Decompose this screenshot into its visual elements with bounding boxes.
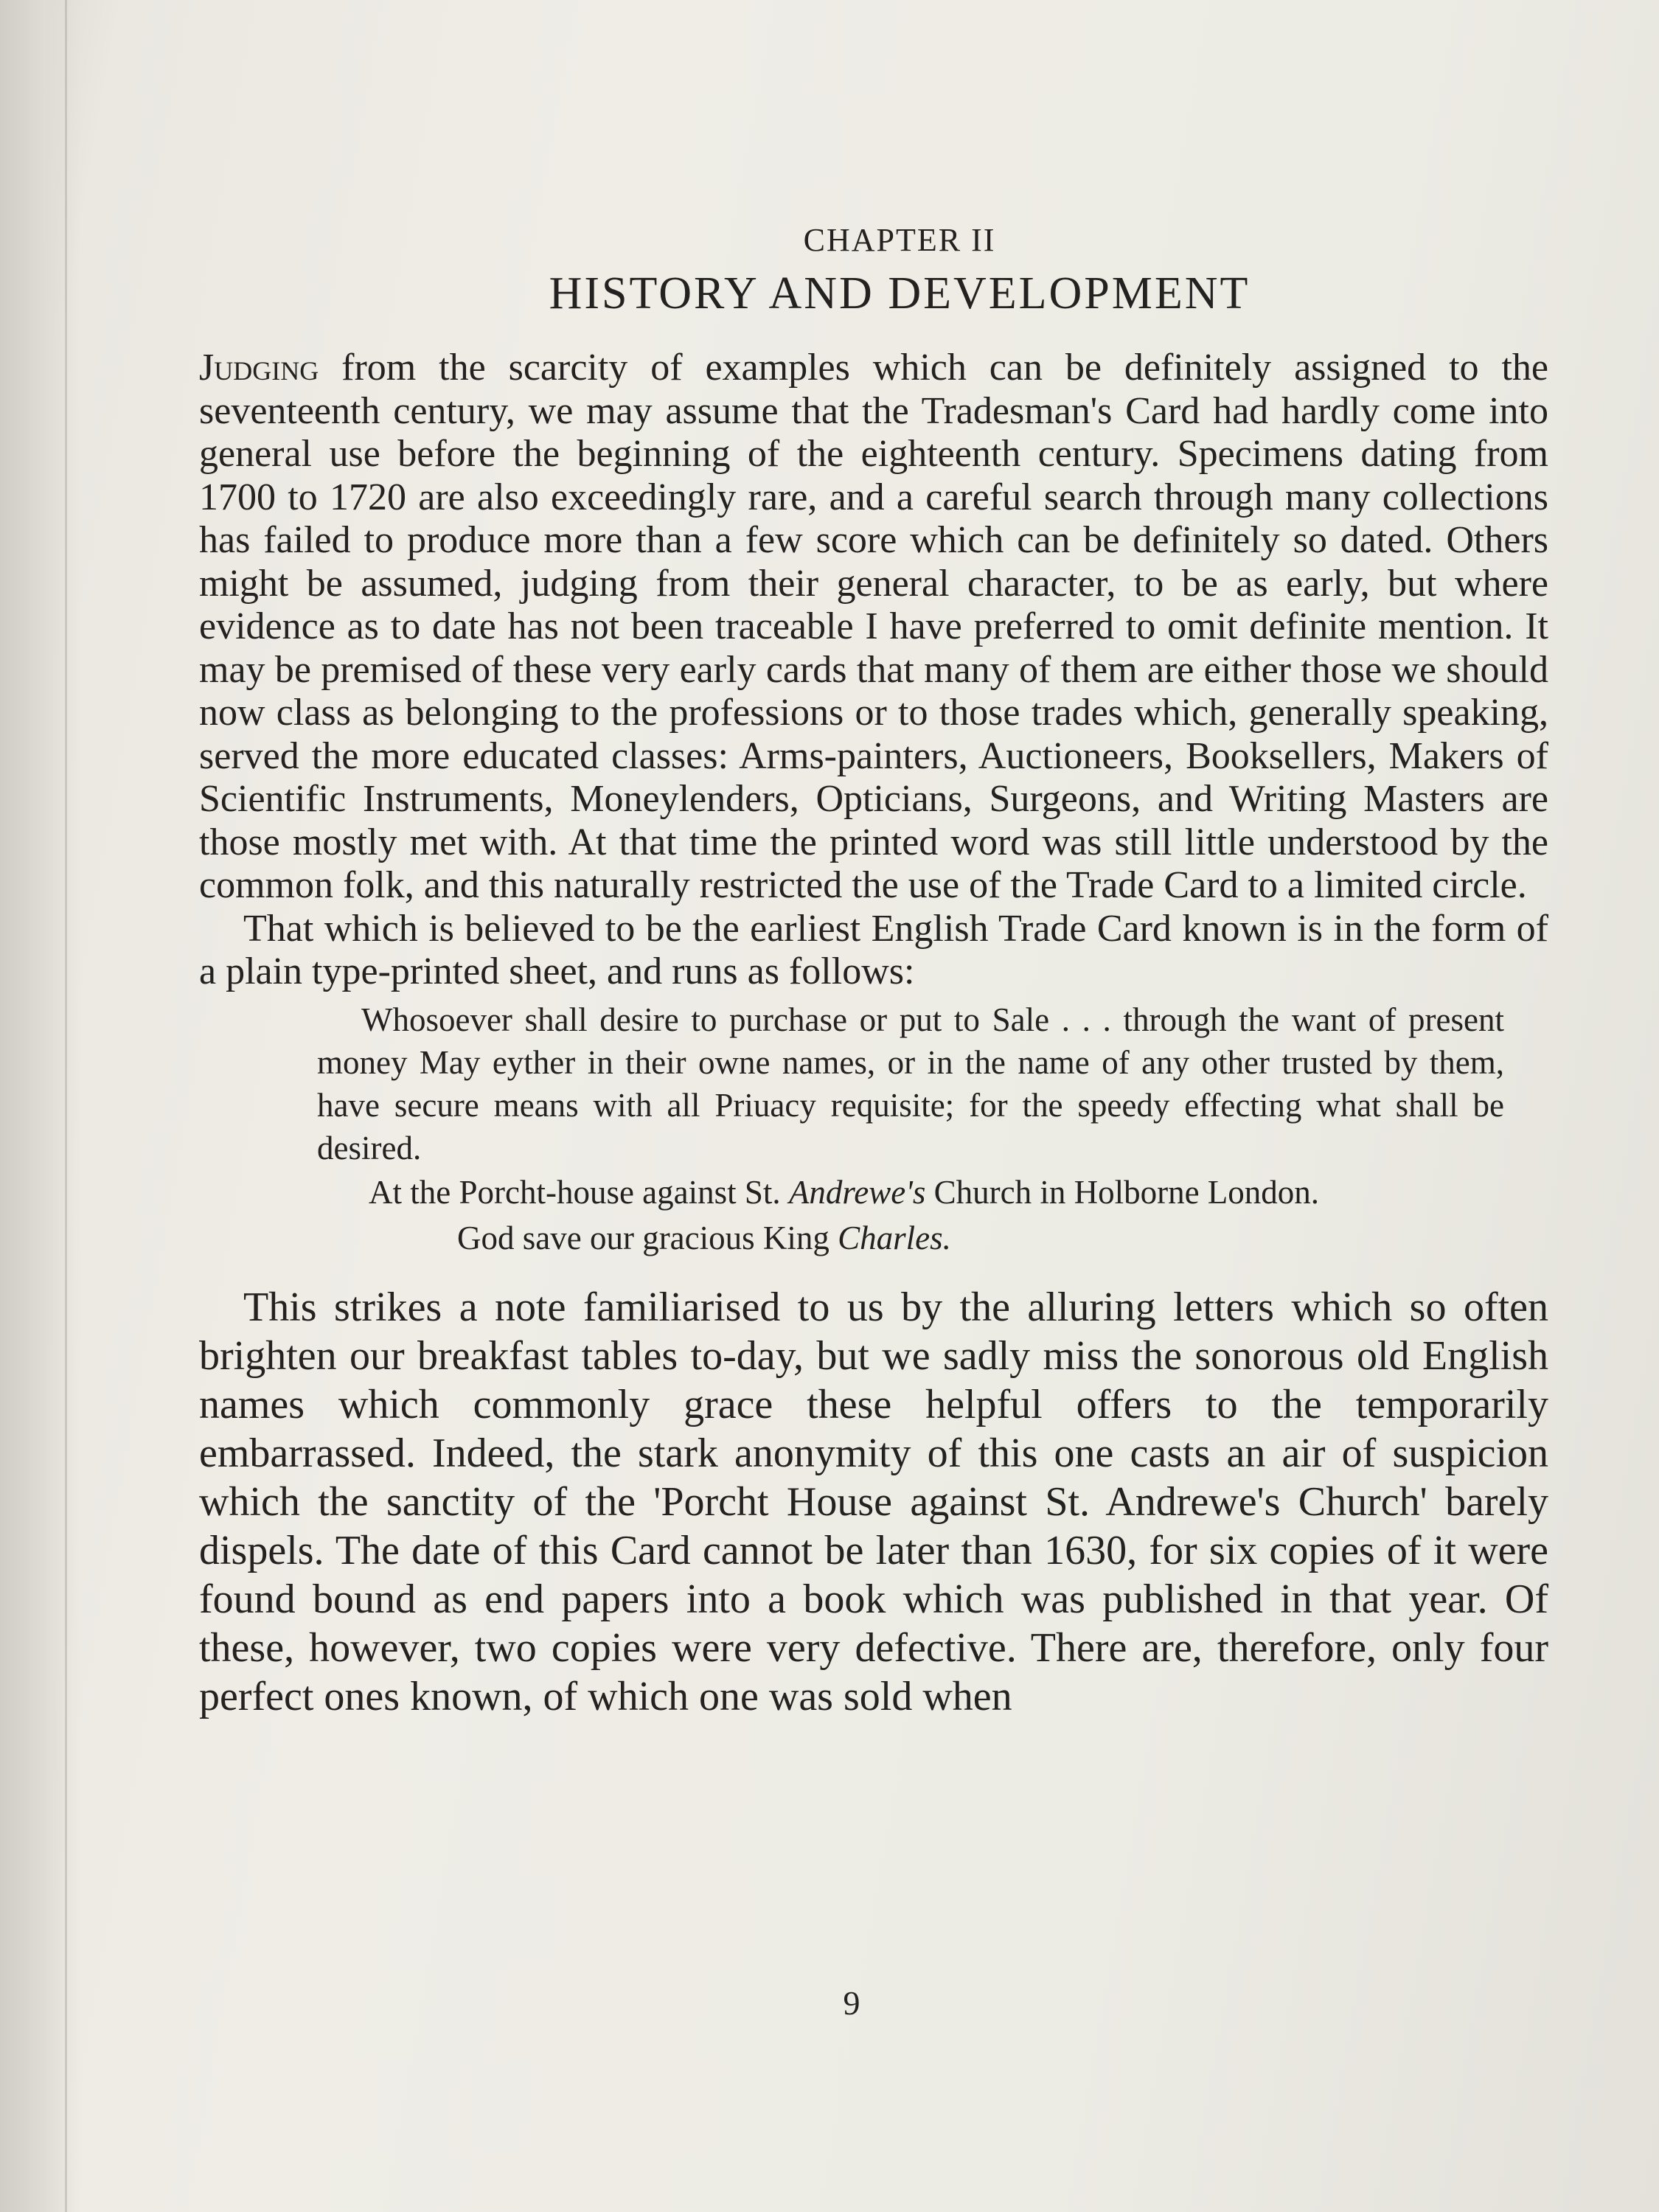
page-gutter-shadow xyxy=(0,0,81,2212)
block-quote xyxy=(199,998,1548,1169)
block-quote-address xyxy=(199,1169,1548,1215)
chapter-label: CHAPTER II xyxy=(803,222,996,258)
page-text-block xyxy=(199,221,1548,1721)
block-quote-signature xyxy=(199,1215,1548,1261)
block-quote-address-post: Church in Holborne London. xyxy=(925,1173,1320,1211)
paragraph-1-text: from the scarcity of examples which can be definitely assigned to the seventeenth century, we may assume that the Tradesman's Card had hardly come into general use before the beginning of the eighteenth century. Specimens dating from 1700 to 1720 are also exceedingly rare, and a careful search through many collections has failed to produce more than a few score which can be definitely so dated. Others might be assumed, judging from their general character, to be as early, but where evidence as to date has not been traceable I have preferred to omit definite mention. It may be premised of these very early cards that many of them are either those we should now class as belonging to the professions or to those trades which, generally speaking, served the more educated classes: Arms-painters, Auctioneers, Booksellers, Makers of Scientific Instruments, Moneylenders, Opticians, Surgeons, and Writing Masters are those mostly met with. At that time the printed word was still little understood by the common folk, and this naturally restricted the use of the Trade Card to a limited circle. xyxy=(199,347,1548,906)
paragraph-3 xyxy=(199,1283,1548,1721)
chapter-title: HISTORY AND DEVELOPMENT xyxy=(549,268,1251,319)
paragraph-1-lead-word: Judging xyxy=(199,347,319,389)
block-quote-signature-pre: God save our gracious King xyxy=(457,1219,838,1256)
paragraph-1 xyxy=(199,347,1548,994)
block-quote-address-italic: Andrewe's xyxy=(788,1173,926,1211)
binding-edge xyxy=(65,0,67,2212)
block-quote-text: Whosoever shall desire to purchase or put to Sale . . . through the want of present money May eyther in their owne names, or in the name of any other trusted by them, have secure means with all Priuacy requisite; for the speedy effecting what shall be desired. xyxy=(317,1001,1504,1166)
paragraph-2: That which is believed to be the earliest English Trade Card known is in the form of a plain type-printed sheet, and runs as follows: xyxy=(199,907,1548,992)
page-number: 9 xyxy=(843,1984,860,2022)
paragraph-3-text: This strikes a note familiarised to us by the alluring letters which so often brighten our breakfast tables to-day, but we sadly miss the sonorous old English names which commonly grace these helpful offers to the temporarily embarrassed. Indeed, the stark anonymity of this one casts an air of suspicion which the sanctity of the 'Porcht House against St. Andrewe's Church' barely dispels. The date of this Card cannot be later than 1630, for six copies of it were found bound as end papers into a book which was published in that year. Of these, however, two copies were very defective. There are, therefore, only four perfect ones known, of which one was sold when xyxy=(199,1284,1548,1719)
block-quote-signature-italic: Charles. xyxy=(838,1219,951,1256)
block-quote-address-pre: At the Porcht-house against St. xyxy=(369,1173,789,1211)
